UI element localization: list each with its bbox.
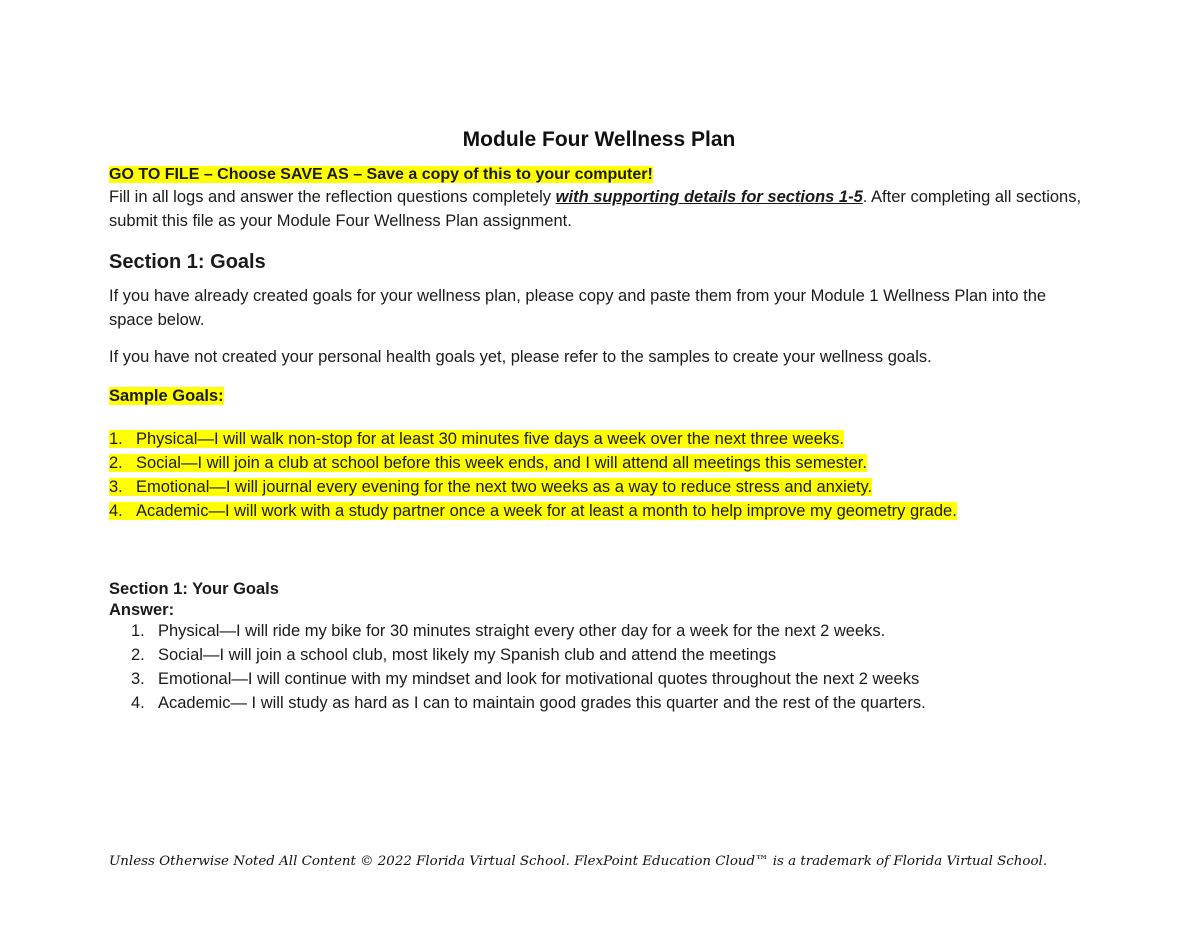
copyright-footer: Unless Otherwise Noted All Content © 2022 Florida Virtual School. FlexPoint Education Cloud™ is a trademark of Florida Virtual School. <box>109 854 1048 869</box>
save-instruction-text: GO TO FILE – Choose SAVE AS – Save a copy of this to your computer! <box>109 166 653 183</box>
intro-emphasis: with supporting details for sections 1-5 <box>555 188 863 206</box>
section-1-paragraph-2: If you have not created your personal health goals yet, please refer to the samples to create your wellness goals. <box>109 348 932 366</box>
answer-list[interactable] <box>131 619 926 715</box>
sample-goal-2 <box>109 454 867 472</box>
answer-text[interactable]: Emotional—I will continue with my mindset and look for motivational quotes throughout the next 2 weeks <box>158 670 920 688</box>
list-number: 2. <box>131 646 145 664</box>
answer-text[interactable]: Social—I will join a school club, most likely my Spanish club and attend the meetings <box>158 646 777 664</box>
list-item <box>109 499 957 523</box>
list-text: Physical—I will walk non-stop for at least 30 minutes five days a week over the next three weeks. <box>136 430 844 448</box>
list-number: 4. <box>131 694 145 712</box>
list-number: 3. <box>109 478 123 496</box>
sample-goal-3 <box>109 478 872 496</box>
sample-goals-label-text: Sample Goals: <box>109 387 224 405</box>
document-page <box>109 0 1089 927</box>
list-item[interactable] <box>131 667 926 691</box>
list-item[interactable] <box>131 643 926 667</box>
list-item <box>109 475 957 499</box>
list-item[interactable] <box>131 691 926 715</box>
list-number: 1. <box>109 430 123 448</box>
your-goals-heading: Section 1: Your Goals <box>109 580 279 598</box>
list-number: 4. <box>109 502 123 520</box>
list-text: Social—I will join a club at school before this week ends, and I will attend all meetings this semester. <box>136 454 867 472</box>
sample-goals-list <box>109 427 957 523</box>
intro-paragraph <box>109 185 1089 233</box>
list-number: 2. <box>109 454 123 472</box>
save-instruction <box>109 165 653 185</box>
section-1-paragraph-1: If you have already created goals for your wellness plan, please copy and paste them from your Module 1 Wellness Plan into the space below. <box>109 287 1047 329</box>
answer-text[interactable]: Physical—I will ride my bike for 30 minutes straight every other day for a week for the next 2 weeks. <box>158 622 886 640</box>
list-number: 3. <box>131 670 145 688</box>
sample-goal-4 <box>109 502 957 520</box>
intro-text-end: . After completing all sections, submit this file as your Module Four Wellness Plan assignment. <box>109 188 1082 230</box>
list-item <box>109 451 957 475</box>
page-title: Module Four Wellness Plan <box>462 128 736 151</box>
list-item[interactable] <box>131 619 926 643</box>
sample-goals-label <box>109 386 224 406</box>
answer-label: Answer: <box>109 601 175 619</box>
section-1-heading: Section 1: Goals <box>109 251 266 273</box>
intro-text-start: Fill in all logs and answer the reflection questions completely <box>109 188 556 206</box>
answer-text[interactable]: Academic— I will study as hard as I can to maintain good grades this quarter and the rest of the quarters. <box>158 694 926 712</box>
list-text: Emotional—I will journal every evening for the next two weeks as a way to reduce stress and anxiety. <box>136 478 873 496</box>
sample-goal-1 <box>109 430 844 448</box>
list-number: 1. <box>131 622 145 640</box>
list-item <box>109 427 957 451</box>
list-text: Academic—I will work with a study partner once a week for at least a month to help improve my geometry grade. <box>136 502 957 520</box>
